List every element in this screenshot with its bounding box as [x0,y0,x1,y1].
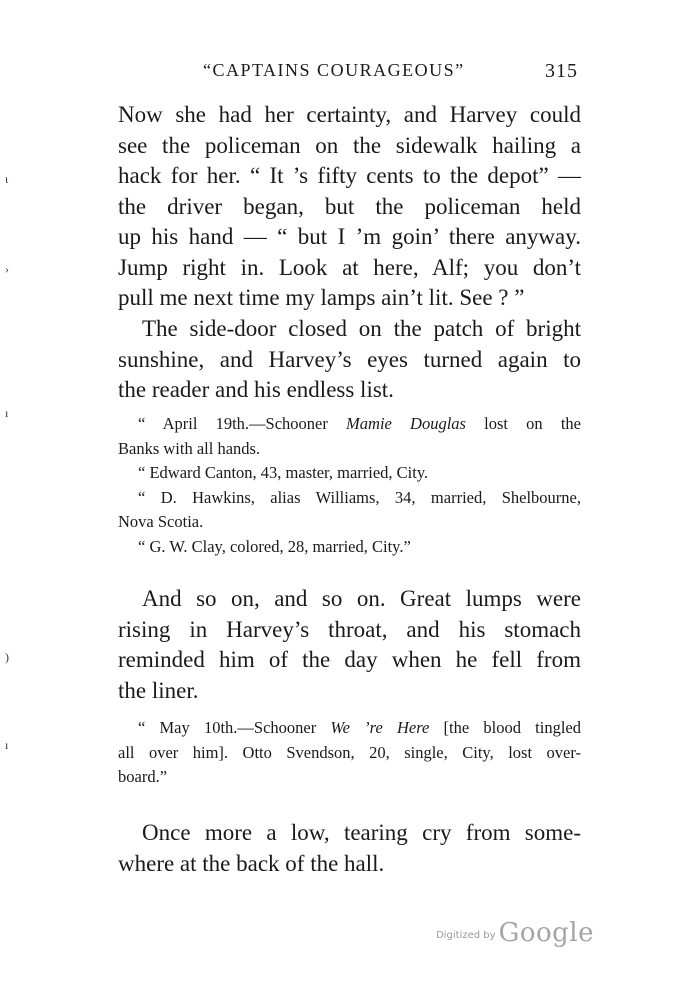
text-line: the reader and his endless list. [118,377,394,402]
digitized-watermark [436,918,594,948]
ship-name: We ’re Here [330,718,430,737]
text-line: sunshine, and Harvey’s eyes turned again to [118,346,581,372]
paragraph-1 [118,100,581,314]
text-line: hack for her. “ It ’s fifty cents to the depot” — [118,163,581,188]
newspaper-quote-2 [118,716,581,790]
margin-speck: ı [5,738,9,752]
quote-line: “ Edward Canton, 43, master, married, City. [138,463,429,482]
text-line: the liner. [118,677,199,703]
quote-text: “ May 10th.—Schooner [138,718,331,737]
running-head [118,60,578,90]
quote-line: Nova Scotia. [118,512,204,531]
quote-line: Banks with all hands. [118,438,261,458]
quote-line: all over him]. Otto Svendson, 20, single, City, lost over- [118,742,581,762]
margin-speck: ɩ [5,172,9,186]
google-logo: Google [498,918,594,948]
text-line: up his hand — “ but I ’m goin’ there anyway. [118,224,581,249]
text-line: rising in Harvey’s throat, and his stomach [118,616,581,642]
paragraph-2 [118,314,581,406]
text-line: the driver began, but the policeman held [118,193,581,219]
page-number: 315 [545,60,578,82]
margin-speck: ) [5,650,9,664]
running-title: “CAPTAINS COURAGEOUS” [203,60,465,80]
quote-line [118,716,581,741]
watermark-prefix: Digitized by [436,930,496,941]
paragraph-3 [118,584,581,706]
text-line: Jump right in. Look at here, Alf; you don’t [118,254,581,280]
text-line: And so on, and so on. Great lumps were [142,586,581,611]
quote-line: “ G. W. Clay, colored, 28, married, City.” [138,536,411,556]
quote-line: “ D. Hawkins, alias Williams, 34, married, Shelbourne, [138,487,581,507]
text-line: The side-door closed on the patch of bright [142,316,581,341]
paragraph-4 [118,818,581,879]
quote-line [118,412,581,437]
text-line: Now she had her certainty, and Harvey could [118,102,581,127]
text-line: reminded him of the day when he fell from [118,647,581,672]
newspaper-quote-1 [118,412,581,559]
text-line: Once more a low, tearing cry from some- [142,820,581,845]
text-line: where at the back of the hall. [118,850,385,876]
quote-text: “ April 19th.—Schooner [138,414,347,433]
text-line: pull me next time my lamps ain’t lit. See ? ” [118,285,525,310]
text-line: see the policeman on the sidewalk hailing a [118,132,581,158]
margin-speck: ı [5,406,9,420]
ship-name: Mamie Douglas [346,414,466,433]
quote-text: lost on the [465,414,581,433]
quote-text: [the blood tingled [429,718,581,737]
quote-line: board.” [118,767,168,786]
margin-speck: › [5,262,9,276]
